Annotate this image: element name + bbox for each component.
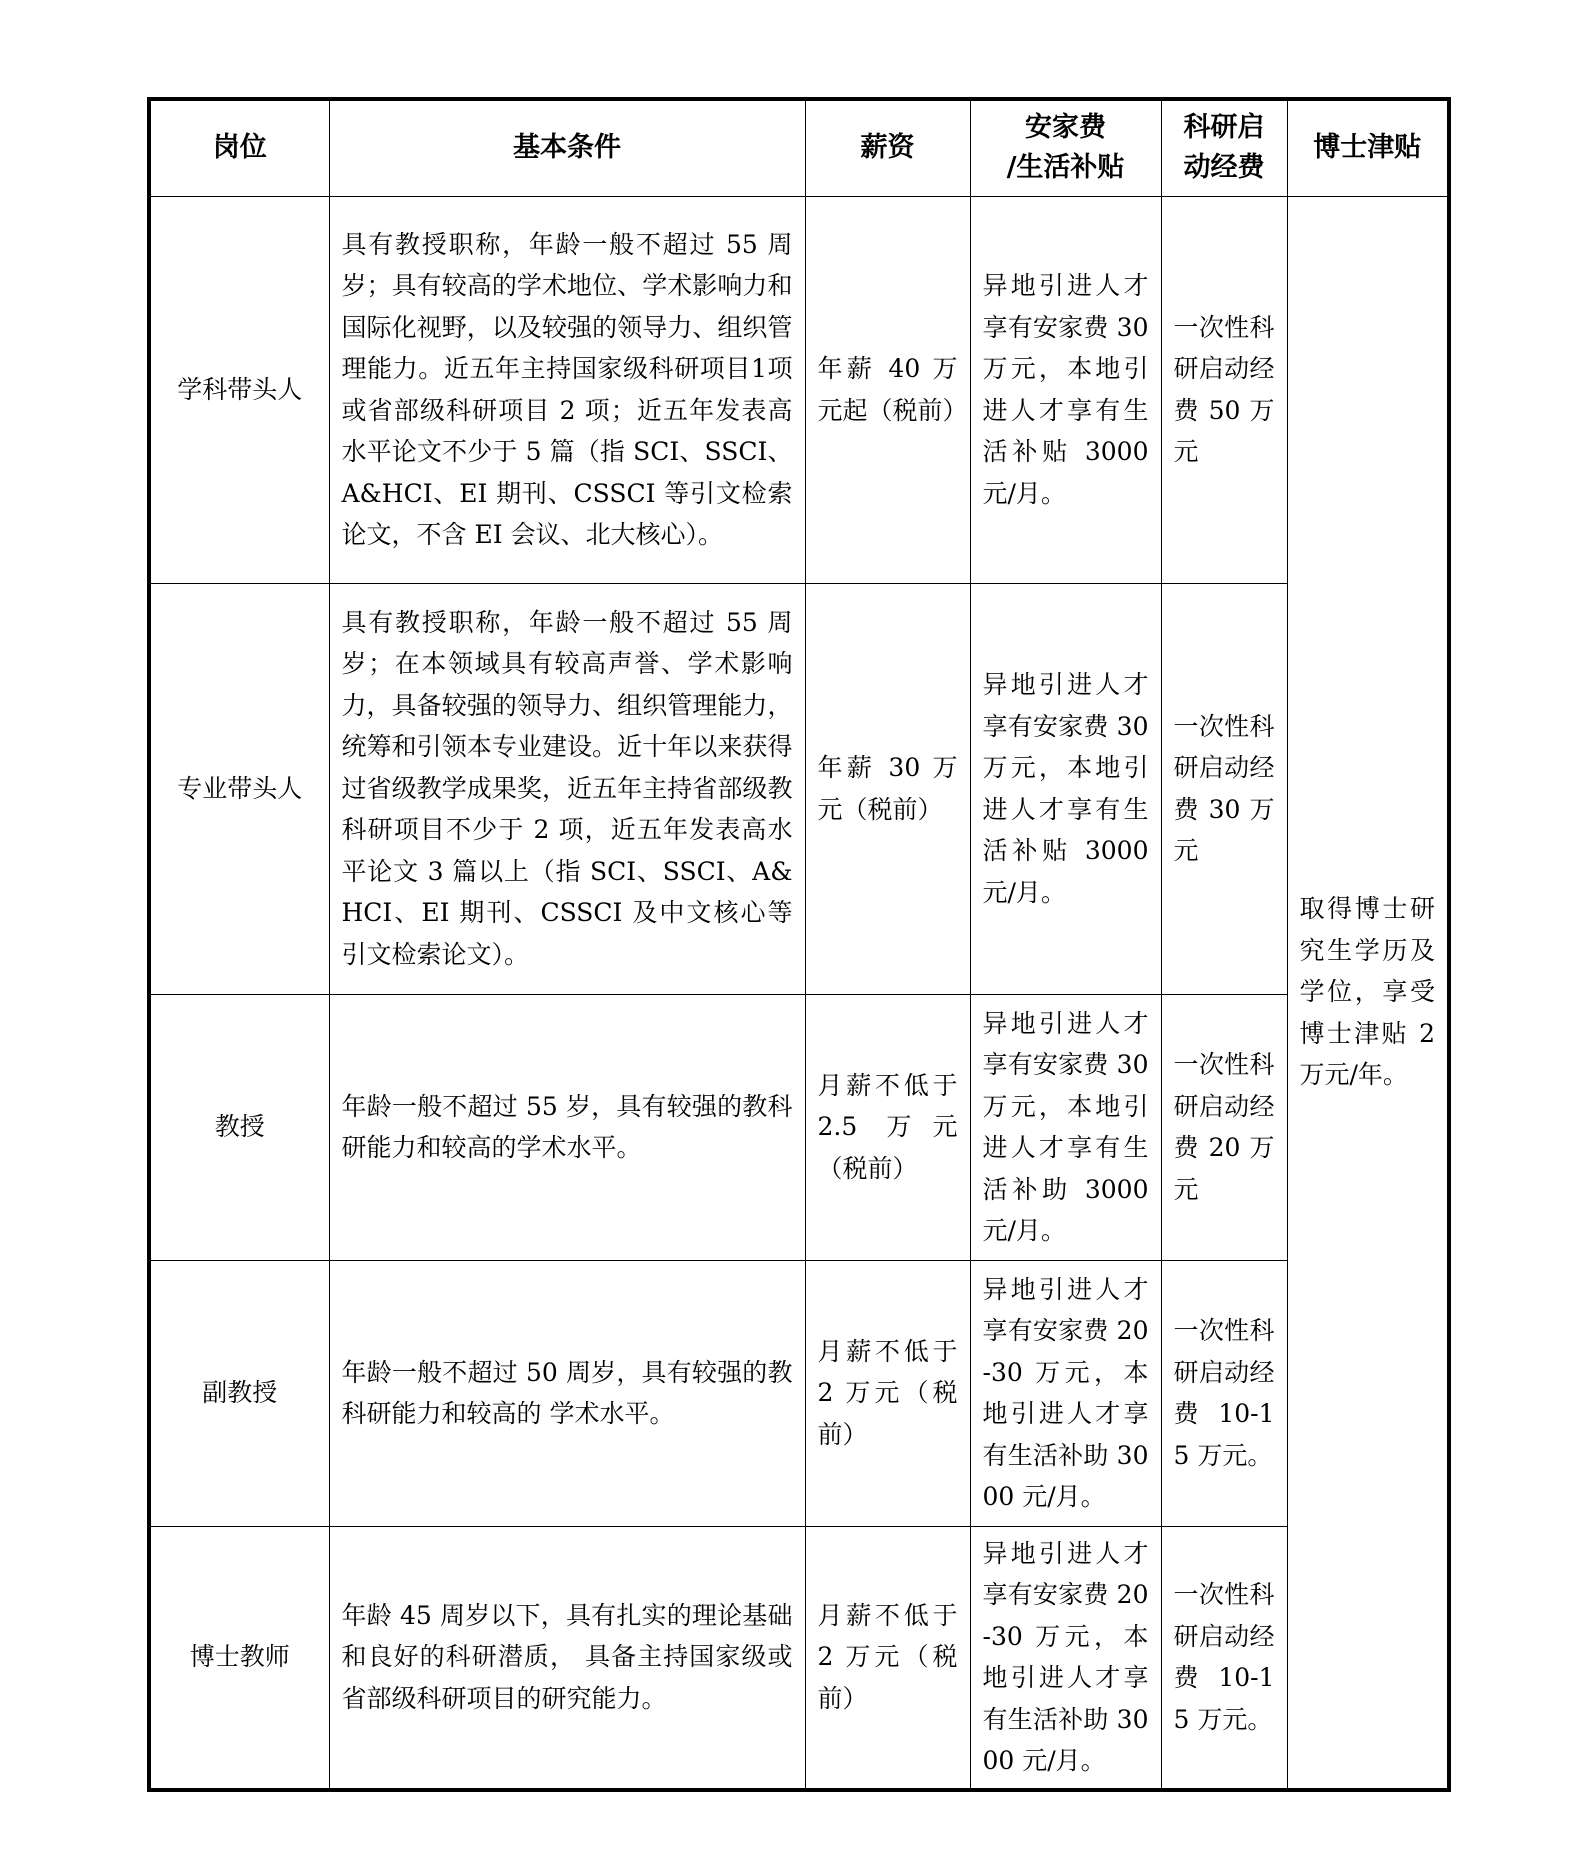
header-conditions: 基本条件 [329, 99, 805, 196]
row-position: 学科带头人 [149, 196, 329, 583]
row-salary: 月薪不低于 2.5 万元（税前） [805, 994, 970, 1260]
header-phd-allowance: 博士津贴 [1287, 99, 1449, 196]
row-position: 教授 [149, 994, 329, 1260]
table-row [149, 994, 1449, 1260]
header-row [149, 99, 1449, 196]
header-position: 岗位 [149, 99, 329, 196]
row-salary: 月薪不低于 2 万元（税前） [805, 1260, 970, 1526]
row-housing: 异地引进人才享有安家费 20-30 万元，本地引进人才享有生活补助 3000 元/月。 [970, 1260, 1161, 1526]
row-salary: 月薪不低于 2 万元（税前） [805, 1526, 970, 1790]
phd-allowance-cell: 取得博士研究生学历及学位，享受博士津贴 2 万元/年。 [1287, 196, 1449, 1790]
table-row [149, 583, 1449, 994]
header-salary: 薪资 [805, 99, 970, 196]
row-housing: 异地引进人才享有安家费 30 万元，本地引进人才享有生活补贴 3000 元/月。 [970, 196, 1161, 583]
row-conditions: 年龄一般不超过 55 岁，具有较强的教科研能力和较高的学术水平。 [329, 994, 805, 1260]
row-research-fund: 一次性科研启动经费 10-15 万元。 [1161, 1260, 1287, 1526]
row-conditions: 具有教授职称，年龄一般不超过 55 周岁；在本领域具有较高声誉、学术影响力，具备较强的领导力、组织管理能力，统筹和引领本专业建设。近十年以来获得过省级教学成果奖，近五年主持省部级教科研项目不少于 2 项，近五年发表高水平论文 3 篇以上（指 SCI、SSCI、A&HCI、EI 期刊、CSSCI 及中文核心等引文检索论文）。 [329, 583, 805, 994]
header-research-fund: 科研启 动经费 [1161, 99, 1287, 196]
row-research-fund: 一次性科研启动经费 30 万元 [1161, 583, 1287, 994]
row-conditions: 具有教授职称，年龄一般不超过 55 周岁；具有较高的学术地位、学术影响力和国际化视野，以及较强的领导力、组织管理能力。近五年主持国家级科研项目1项或省部级科研项目 2 项；近五年发表高水平论文不少于 5 篇（指 SCI、SSCI、A&HCI、EI 期刊、CSSCI 等引文检索论文，不含 EI 会议、北大核心）。 [329, 196, 805, 583]
row-position: 博士教师 [149, 1526, 329, 1790]
row-position: 副教授 [149, 1260, 329, 1526]
table-row [149, 1260, 1449, 1526]
table-row [149, 1526, 1449, 1790]
row-salary: 年薪 40 万元起（税前） [805, 196, 970, 583]
row-research-fund: 一次性科研启动经费 20 万元 [1161, 994, 1287, 1260]
row-position: 专业带头人 [149, 583, 329, 994]
table-row [149, 196, 1449, 583]
row-conditions: 年龄 45 周岁以下，具有扎实的理论基础和良好的科研潜质， 具备主持国家级或省部级科研项目的研究能力。 [329, 1526, 805, 1790]
row-housing: 异地引进人才享有安家费 30 万元，本地引进人才享有生活补助 3000 元/月。 [970, 994, 1161, 1260]
row-research-fund: 一次性科研启动经费 10-15 万元。 [1161, 1526, 1287, 1790]
row-research-fund: 一次性科研启动经费 50 万元 [1161, 196, 1287, 583]
row-housing: 异地引进人才享有安家费 30 万元，本地引进人才享有生活补贴 3000 元/月。 [970, 583, 1161, 994]
row-conditions: 年龄一般不超过 50 周岁，具有较强的教科研能力和较高的 学术水平。 [329, 1260, 805, 1526]
recruitment-table [147, 97, 1451, 1792]
row-housing: 异地引进人才享有安家费 20-30 万元，本地引进人才享有生活补助 3000 元/月。 [970, 1526, 1161, 1790]
header-housing: 安家费 /生活补贴 [970, 99, 1161, 196]
row-salary: 年薪 30 万元（税前） [805, 583, 970, 994]
